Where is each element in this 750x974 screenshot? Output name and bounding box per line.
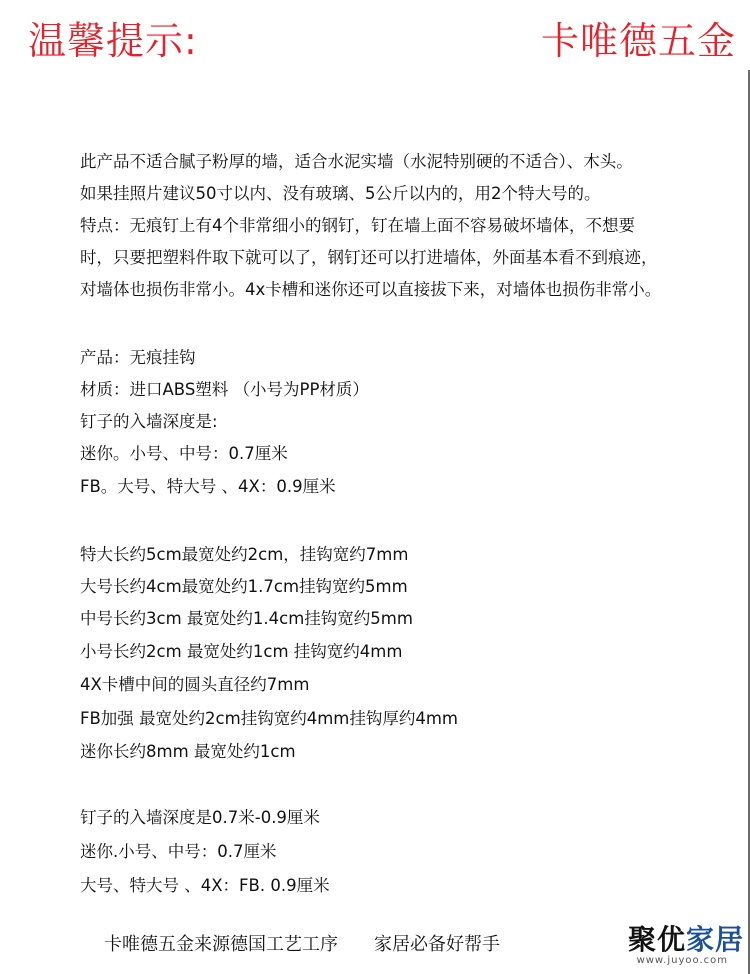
footer-slogan xyxy=(104,930,500,956)
body-line: 中号长约3cm 最宽处约1.4cm挂钩宽约5mm xyxy=(80,609,413,628)
footer-helper-text: 家居必备好帮手 xyxy=(374,934,500,955)
site-watermark-logo xyxy=(628,918,744,958)
body-line: 迷你长约8mm 最宽处约1cm xyxy=(80,742,296,761)
body-line: 特点：无痕钉上有4个非常细小的钢钉，钉在墙上面不容易破坏墙体，不想要 xyxy=(80,216,635,235)
body-line: 迷你.小号、中号：0.7厘米 xyxy=(80,842,277,861)
body-line: FB。大号、特大号 、4X：0.9厘米 xyxy=(80,477,336,496)
body-line: 钉子的入墙深度是0.7米-0.9厘米 xyxy=(80,808,320,827)
body-line: FB加强 最宽处约2cm挂钩宽约4mm挂钩厚约4mm xyxy=(80,709,458,728)
body-line: 迷你。小号、中号：0.7厘米 xyxy=(80,444,288,463)
header-brand-right: 卡唯德五金 xyxy=(540,19,736,63)
body-line: 钉子的入墙深度是: xyxy=(80,412,218,431)
body-line: 大号长约4cm最宽处约1.7cm挂钩宽约5mm xyxy=(80,577,408,596)
body-line: 产品：无痕挂钩 xyxy=(80,348,196,367)
body-line: 如果挂照片建议50寸以内、没有玻璃、5公斤以内的，用2个特大号的。 xyxy=(80,184,601,203)
body-line: 此产品不适合腻子粉厚的墙，适合水泥实墙（水泥特别硬的不适合）、木头。 xyxy=(80,152,633,171)
body-line: 对墙体也损伤非常小。4x卡槽和迷你还可以直接拔下来，对墙体也损伤非常小。 xyxy=(80,280,662,299)
body-line: 时，只要把塑料件取下就可以了，钢钉还可以打进墙体，外面基本看不到痕迹， xyxy=(80,248,658,267)
body-line: 材质：进口ABS塑料 （小号为PP材质） xyxy=(80,380,369,399)
body-line: 4X卡槽中间的圆头直径约7mm xyxy=(80,675,310,694)
body-line: 大号、特大号 、4X：FB. 0.9厘米 xyxy=(80,876,330,895)
body-line: 特大长约5cm最宽处约2cm，挂钩宽约7mm xyxy=(80,545,409,564)
watermark-url: www.juyoo.com xyxy=(636,955,728,966)
watermark-text-dark: 聚优 xyxy=(627,923,686,956)
footer-origin-text: 卡唯德五金来源德国工艺工序 xyxy=(104,934,338,955)
body-line: 小号长约2cm 最宽处约1cm 挂钩宽约4mm xyxy=(80,642,403,661)
watermark-text-blue: 家居 xyxy=(685,923,744,956)
header-title-left: 温馨提示: xyxy=(28,19,198,63)
